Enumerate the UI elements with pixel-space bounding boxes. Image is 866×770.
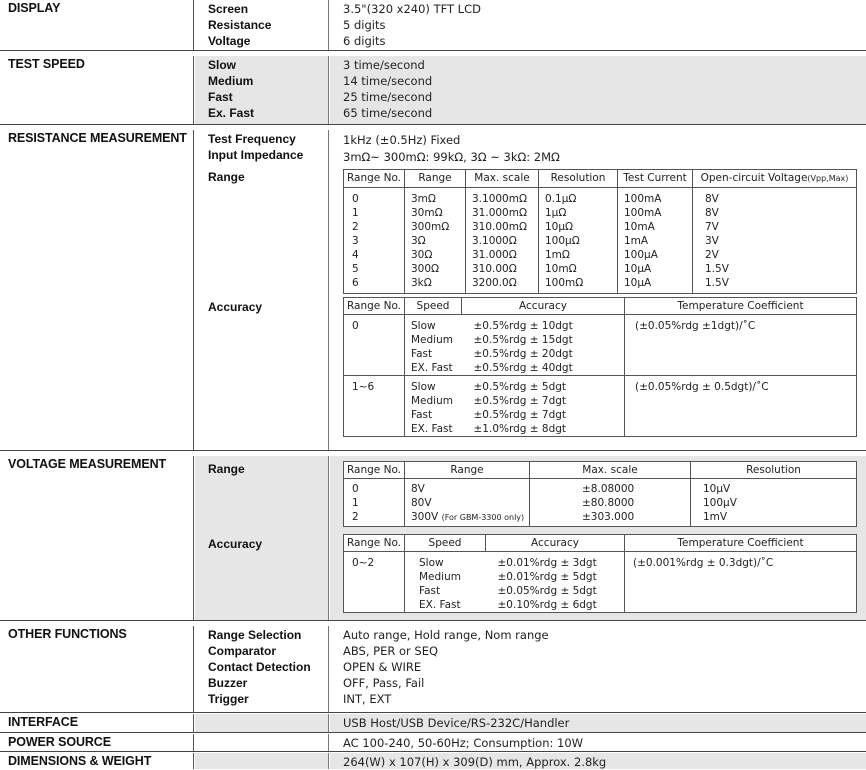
display-labels: Screen Resistance Voltage bbox=[195, 0, 329, 50]
section-title: VOLTAGE MEASUREMENT bbox=[0, 456, 194, 620]
table-row: 0 1 2 3 4 5 6 3mΩ 30mΩ 300mΩ 3Ω 30Ω 300Ω 3kΩ 3.1000mΩ 31.000mΩ 310.00mΩ 3.1000Ω 31.000Ω 310.00Ω 3200.0Ω 0.1μΩ 1μΩ 10μΩ 100μΩ 1mΩ 10mΩ 100mΩ 100mA 100mA 10mA 1mA 100μA 10μA 10μA 8V 8V 7V 3V 2V 1.5V 1.5V bbox=[344, 188, 857, 294]
other-values: Auto range, Hold range, Nom range ABS, PER or SEQ OPEN & WIRE OFF, Pass, Fail INT, EXT bbox=[343, 628, 549, 706]
divider bbox=[0, 50, 866, 51]
divider bbox=[0, 124, 866, 125]
table-row: 0~2 Slow Medium Fast EX. Fast ±0.01%rdg ± 3dgt ±0.01%rdg ± 5dgt ±0.05%rdg ± 5dgt ±0.10%rdg ± 6dgt (±0.001%rdg ± 0.3dgt)/˚C bbox=[344, 552, 857, 613]
section-power-source bbox=[0, 734, 866, 751]
other-labels: Range Selection Comparator Contact Detection Buzzer Trigger bbox=[195, 626, 329, 712]
voltage-values bbox=[330, 456, 866, 620]
test-speed-labels: Slow Medium Fast Ex. Fast bbox=[195, 56, 329, 124]
table-header-row: Range No. Speed Accuracy Temperature Coefficient bbox=[344, 298, 857, 315]
divider bbox=[0, 620, 866, 621]
divider bbox=[0, 732, 866, 733]
table-row: 1~6 Slow Medium Fast EX. Fast ±0.5%rdg ± 5dgt ±0.5%rdg ± 7dgt ±0.5%rdg ± 7dgt ±1.0%rdg ± 8dgt (±0.05%rdg ± 0.5dgt)/˚C bbox=[344, 376, 857, 437]
section-title: RESISTANCE MEASUREMENT bbox=[0, 130, 194, 450]
section-title: OTHER FUNCTIONS bbox=[0, 626, 194, 712]
voltage-labels: Range Accuracy bbox=[195, 456, 329, 620]
voltage-accuracy-table bbox=[343, 534, 857, 613]
section-title: INTERFACE bbox=[0, 714, 194, 732]
table-header-row: Range No. Range Max. scale Resolution Test Current Open-circuit Voltage(Vpp,Max) bbox=[344, 170, 857, 188]
section-title: DIMENSIONS & WEIGHT bbox=[0, 753, 194, 769]
section-interface bbox=[0, 714, 866, 732]
table-row: 0 1 2 8V 80V 300V (For GBM-3300 only) ±8.08000 ±80.8000 ±303.000 10μV 100μV 1mV bbox=[344, 479, 857, 527]
section-test-speed bbox=[0, 56, 866, 124]
divider bbox=[0, 751, 866, 752]
resistance-values: 1kHz (±0.5Hz) Fixed 3mΩ~ 300mΩ: 99kΩ, 3Ω ~ 3kΩ: 2MΩ Range No. Range Max. scale Resolution Test Current Open-circuit Voltage(Vpp,Max) 0 1 2 3 4 5 6 3mΩ 30mΩ 300mΩ 3Ω 30Ω 300Ω 3kΩ 3.1000mΩ 31.000mΩ 310.00mΩ 3.1000Ω 31.000Ω 310.00Ω 3200.0Ω 0.1μΩ 1μΩ 10μΩ 100μΩ 1mΩ 10mΩ 100mΩ 100mA 100mA 10mA 1mA 100μA 10μA 10μA 8V 8V 7V 3V 2V 1.5V 1.5V Range No. Speed Accuracy Temperature Coefficient 0 Slow Medium Fast EX. Fast ±0.5%rdg ± 10dgt ±0.5%rdg ± 15dgt ±0.5%rdg ± 20dgt ±0.5%rdg ± 40dgt (±0.05%rdg ±1dgt)/˚C 1~6 Slow Medium Fast EX. Fast ±0.5%rdg ± 5dgt ±0.5%rdg ± 7dgt ±0.5%rdg ± 7dgt ±1.0%rdg ± 8dgt (±0.05%rdg ± 0.5dgt)/˚C bbox=[330, 130, 866, 450]
section-resistance bbox=[0, 130, 866, 450]
divider bbox=[0, 712, 866, 713]
power-value: AC 100-240, 50-60Hz; Consumption: 10W bbox=[343, 736, 584, 750]
divider bbox=[0, 450, 866, 451]
voltage-range-table bbox=[343, 461, 857, 527]
section-dimensions bbox=[0, 753, 866, 769]
table-row: 0 Slow Medium Fast EX. Fast ±0.5%rdg ± 10dgt ±0.5%rdg ± 15dgt ±0.5%rdg ± 20dgt ±0.5%rdg ± 40dgt (±0.05%rdg ±1dgt)/˚C bbox=[344, 315, 857, 376]
test-speed-values: 3 time/second 14 time/second 25 time/second 65 time/second bbox=[330, 56, 866, 124]
dimensions-value: 264(W) x 107(H) x 309(D) mm, Approx. 2.8kg bbox=[330, 753, 866, 769]
table-header-row: Range No. Speed Accuracy Temperature Coefficient bbox=[344, 535, 857, 552]
section-other-functions bbox=[0, 626, 866, 712]
section-display bbox=[0, 0, 866, 50]
section-title: DISPLAY bbox=[0, 0, 194, 50]
resistance-labels: Test Frequency Input Impedance Range Accuracy bbox=[195, 130, 329, 450]
table-header-row: Range No. Range Max. scale Resolution bbox=[344, 462, 857, 479]
section-voltage bbox=[0, 456, 866, 620]
display-values: 3.5"(320 x240) TFT LCD 5 digits 6 digits bbox=[343, 2, 481, 48]
section-title: TEST SPEED bbox=[0, 56, 194, 124]
section-title: POWER SOURCE bbox=[0, 734, 194, 751]
interface-value: USB Host/USB Device/RS-232C/Handler bbox=[330, 714, 866, 732]
resistance-accuracy-table bbox=[343, 297, 857, 437]
resistance-range-table bbox=[343, 169, 857, 294]
